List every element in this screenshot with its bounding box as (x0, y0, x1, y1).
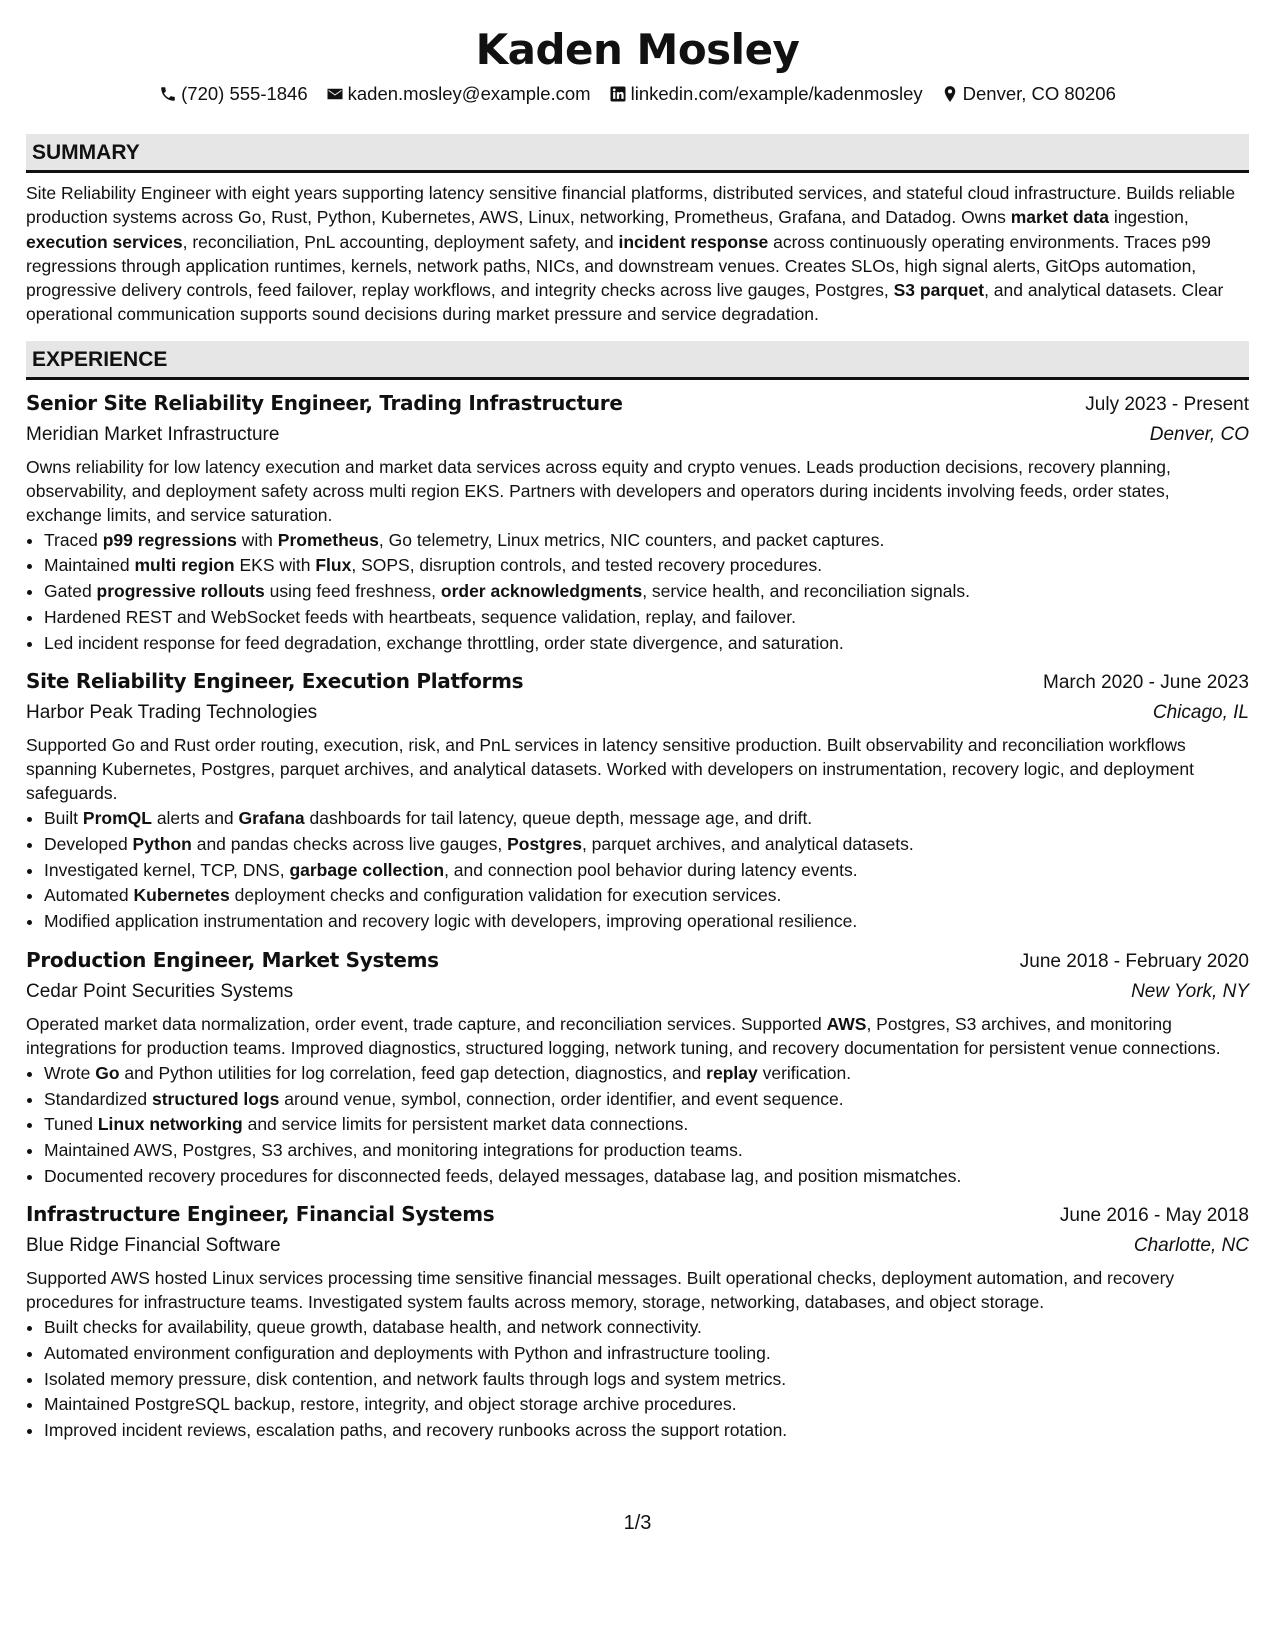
job-entry (26, 945, 1249, 1190)
job-bullets (26, 1061, 1249, 1190)
bullet-item: • Led incident response for feed degradation, exchange throttling, order state divergence, and saturation. (44, 631, 1249, 657)
linkedin-text: linkedin.com/example/kadenmosley (630, 83, 923, 104)
job-dates: July 2023 - Present (1085, 393, 1249, 415)
job-bullets (26, 806, 1249, 935)
job-description: Supported AWS hosted Linux services processing time sensitive financial messages. Built operational checks, deployment automation, and recovery procedures for infrastructure teams. Investigated system faults across memory, storage, networking, databases, and object storage. (26, 1268, 1175, 1313)
bullet-item: • Built checks for availability, queue growth, database health, and network connectivity. (44, 1315, 1249, 1341)
job-dates: June 2016 - May 2018 (1059, 1205, 1249, 1227)
contact-location (941, 82, 1116, 106)
bullet-item: • Maintained PostgreSQL backup, restore, integrity, and object storage archive procedures. (44, 1392, 1249, 1418)
job-title: Senior Site Reliability Engineer, Trading Infrastructure (26, 390, 623, 415)
bullet-item: • Hardened REST and WebSocket feeds with heartbeats, sequence validation, replay, and failover. (44, 605, 1249, 631)
bullet-item: • Modified application instrumentation and recovery logic with developers, improving operational resilience. (44, 909, 1249, 935)
job-company: Cedar Point Securities Systems (26, 980, 294, 1002)
job-entry (26, 1199, 1249, 1444)
bullet-item: • Investigated kernel, TCP, DNS, garbage collection, and connection pool behavior during latency events. (44, 858, 1249, 884)
bullet-item: • Isolated memory pressure, disk contention, and network faults through logs and system metrics. (44, 1367, 1249, 1393)
experience-heading: EXPERIENCE (26, 341, 1249, 380)
bullet-item: • Wrote Go and Python utilities for log correlation, feed gap detection, diagnostics, and replay verification. (44, 1061, 1249, 1087)
job-location: New York, NY (1131, 980, 1249, 1002)
job-bullets (26, 1315, 1249, 1444)
job-title: Production Engineer, Market Systems (26, 947, 439, 972)
job-location: Chicago, IL (1152, 702, 1249, 724)
experience-list (26, 388, 1249, 1444)
bullet-item: • Maintained multi region EKS with Flux, SOPS, disruption controls, and tested recovery procedures. (44, 553, 1249, 579)
job-company: Blue Ridge Financial Software (26, 1235, 281, 1257)
bullet-item: • Developed Python and pandas checks across live gauges, Postgres, parquet archives, and analytical datasets. (44, 832, 1249, 858)
job-bullets (26, 528, 1249, 657)
job-title: Site Reliability Engineer, Execution Platforms (26, 669, 524, 694)
job-dates: June 2018 - February 2020 (1019, 950, 1249, 972)
contact-linkedin[interactable] (609, 82, 923, 106)
job-location: Charlotte, NC (1133, 1235, 1249, 1257)
summary-heading: SUMMARY (26, 134, 1249, 173)
job-entry (26, 666, 1249, 935)
bullet-item: • Documented recovery procedures for disconnected feeds, delayed messages, database lag, and position mismatches. (44, 1164, 1249, 1190)
map-pin-icon (941, 85, 959, 103)
phone-icon (159, 85, 177, 103)
bullet-item: • Built PromQL alerts and Grafana dashboards for tail latency, queue depth, message age, and drift. (44, 806, 1249, 832)
bullet-item: • Traced p99 regressions with Prometheus, Go telemetry, Linux metrics, NIC counters, and packet captures. (44, 528, 1249, 554)
job-company: Meridian Market Infrastructure (26, 423, 280, 445)
email-text: kaden.mosley@example.com (347, 83, 591, 104)
bullet-item: • Tuned Linux networking and service limits for persistent market data connections. (44, 1112, 1249, 1138)
contact-email[interactable] (326, 82, 591, 106)
bullet-item: • Standardized structured logs around venue, symbol, connection, order identifier, and event sequence. (44, 1087, 1249, 1113)
job-dates: March 2020 - June 2023 (1043, 672, 1249, 694)
location-text: Denver, CO 80206 (962, 83, 1116, 104)
job-entry (26, 388, 1249, 657)
bullet-item: • Automated Kubernetes deployment checks and configuration validation for execution services. (44, 883, 1249, 909)
linkedin-icon (609, 85, 627, 103)
job-company: Harbor Peak Trading Technologies (26, 702, 318, 724)
job-title: Infrastructure Engineer, Financial Systems (26, 1202, 495, 1227)
contact-bar (26, 82, 1249, 106)
summary-text: Site Reliability Engineer with eight years supporting latency sensitive financial platforms, distributed services, and stateful cloud infrastructure. Builds reliable production systems across Go, Rust, Python, Kubernetes, AWS, Linux, networking, Prometheus, Grafana, and Datadog. Owns market data ingestion, execution services, reconciliation, PnL accounting, deployment safety, and incident response across continuously operating environments. Traces p99 regressions through application runtimes, kernels, network paths, NICs, and downstream venues. Creates SLOs, high signal alerts, GitOps automation, progressive delivery controls, feed failover, replay workflows, and integrity checks across live gauges, Postgres, S3 parquet, and analytical datasets. Clear operational communication supports sound decisions during market pressure and service degradation. (26, 183, 1236, 325)
candidate-name: Kaden Mosley (475, 25, 800, 74)
job-description: Operated market data normalization, order event, trade capture, and reconciliation services. Supported AWS, Postgres, S3 archives, and monitoring integrations for production teams. Improved diagnostics, structured logging, network tuning, and recovery documentation for persistent venue connections. (26, 1013, 1221, 1058)
bullet-item: • Maintained AWS, Postgres, S3 archives, and monitoring integrations for production teams. (44, 1138, 1249, 1164)
bullet-item: • Improved incident reviews, escalation paths, and recovery runbooks across the support rotation. (44, 1418, 1249, 1444)
phone-text: (720) 555-1846 (181, 83, 308, 104)
page-number: 1/3 (623, 1512, 652, 1534)
bullet-item: • Automated environment configuration and deployments with Python and infrastructure tooling. (44, 1341, 1249, 1367)
job-description: Owns reliability for low latency execution and market data services across equity and crypto venues. Leads production decisions, recovery planning, observability, and deployment safety across multi region EKS. Partners with developers and operators during incidents involving feeds, order states, exchange limits, and service saturation. (26, 456, 1171, 525)
job-description: Supported Go and Rust order routing, execution, risk, and PnL services in latency sensitive production. Built observability and reconciliation workflows spanning Kubernetes, Postgres, parquet archives, and analytical datasets. Worked with developers on instrumentation, recovery logic, and deployment safeguards. (26, 735, 1194, 804)
envelope-icon (326, 85, 344, 103)
job-location: Denver, CO (1149, 423, 1249, 445)
contact-phone (159, 82, 308, 106)
bullet-item: • Gated progressive rollouts using feed freshness, order acknowledgments, service health, and reconciliation signals. (44, 579, 1249, 605)
